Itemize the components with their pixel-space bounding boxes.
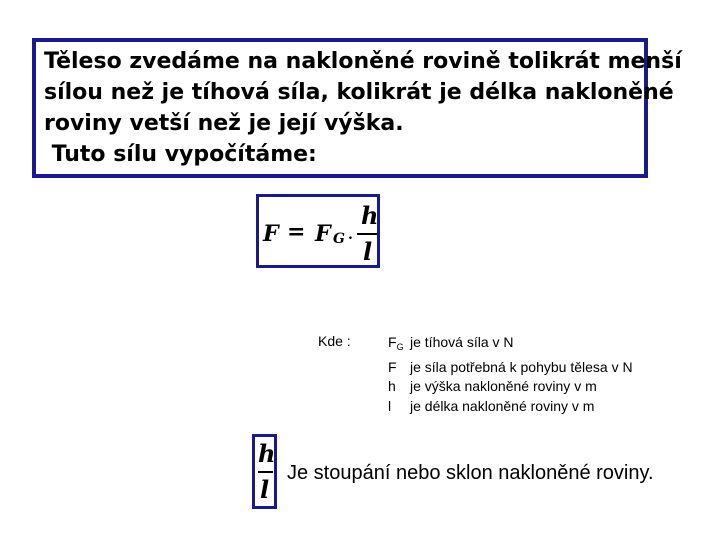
- formula-rhs-main: F: [315, 221, 331, 247]
- formula-dot: .: [348, 227, 353, 243]
- legend-subscript: G: [396, 342, 404, 352]
- formula-box: [256, 194, 380, 268]
- slope-fraction-box: [252, 434, 277, 509]
- title-box: [32, 38, 682, 178]
- title-line-3: roviny vetší než je její výška.: [44, 111, 404, 136]
- formula-equals: =: [287, 219, 306, 245]
- legend-list: [388, 333, 633, 416]
- legend-row: [388, 377, 633, 397]
- title-line-1: Těleso zvedáme na nakloněné rovině tolikrát menší: [44, 49, 682, 74]
- legend-text: je délka nakloněné roviny v m: [410, 397, 595, 414]
- legend-symbol: l: [388, 397, 392, 414]
- legend-text: je tíhová síla v N: [410, 334, 514, 350]
- formula-fraction-bar: [357, 233, 377, 235]
- formula-lhs: F: [263, 221, 279, 247]
- slope-caption: Je stoupání nebo sklon nakloněné roviny.: [287, 462, 654, 484]
- legend-symbol: F: [388, 334, 397, 350]
- legend-text: je výška nakloněné roviny v m: [410, 378, 597, 394]
- legend-row: [388, 333, 633, 358]
- formula-denominator: l: [363, 237, 373, 266]
- legend-symbol: h: [388, 378, 396, 394]
- title-line-2: sílou než je tíhová síla, kolikrát je délka nakloněné: [44, 80, 674, 105]
- slope-denominator: l: [260, 475, 270, 504]
- legend-row: [388, 397, 633, 417]
- slope-numerator: h: [258, 439, 276, 468]
- formula-rhs-sub: G: [333, 231, 345, 247]
- formula-numerator: h: [361, 201, 379, 230]
- title-line-4: Tuto sílu vypočítáme:: [44, 142, 317, 167]
- legend-symbol: F: [388, 358, 397, 375]
- legend-label: Kde :: [318, 333, 351, 349]
- legend-row: [388, 358, 633, 378]
- slope-fraction-bar: [258, 471, 273, 473]
- legend-text: je síla potřebná k pohybu tělesa v N: [410, 358, 633, 375]
